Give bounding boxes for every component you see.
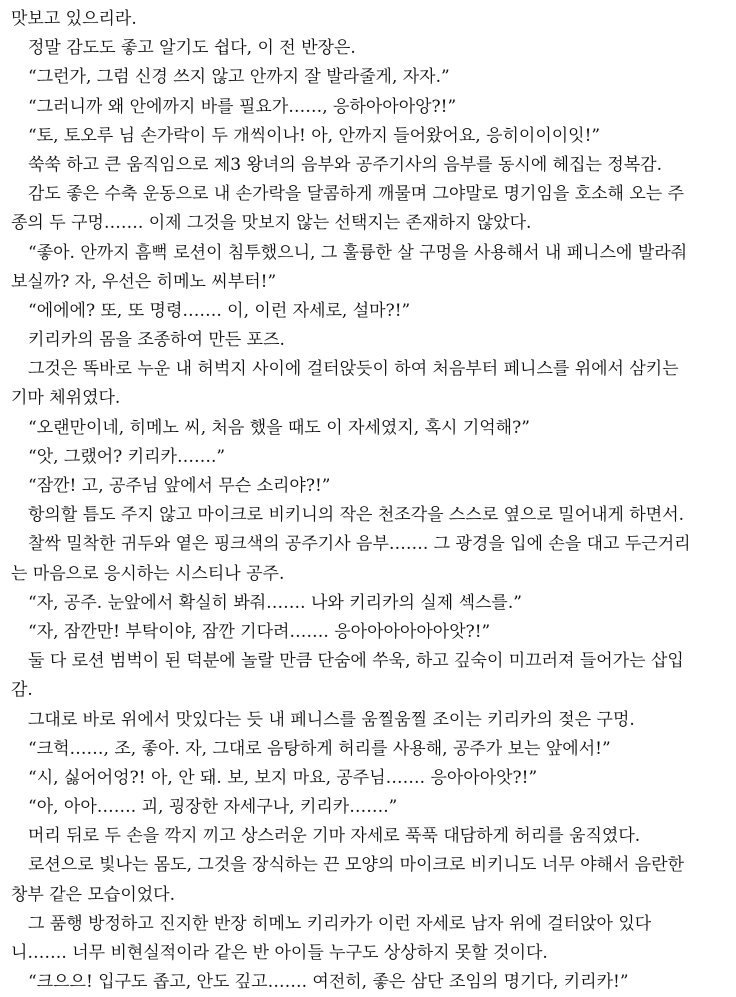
text-line-28: “아, 아아……. 괴, 굉장한 자세구나, 키리카…….” [28,797,398,818]
text-line-24: 감. [11,680,33,701]
text-line-23: 둘 다 로션 범벅이 된 덕분에 놀랄 만큼 단숨에 쑤욱, 하고 깊숙이 미끄러져 들어가는 삽입 [28,651,684,672]
text-line-13: 그것은 똑바로 누운 내 허벅지 사이에 걸터앉듯이 하여 처음부터 페니스를 위에서 삼키는 [28,359,679,380]
text-line-8: 종의 두 구멍……. 이제 그것을 맛보지 않는 선택지는 존재하지 않았다. [11,213,532,234]
text-line-16: “앗, 그랬어? 키리카…….” [28,446,226,467]
text-line-15: “오랜만이네, 히메노 씨, 처음 했을 때도 이 자세였지, 혹시 기억해?” [28,417,530,438]
text-line-21: “자, 공주. 눈앞에서 확실히 봐줘……. 나와 키리카의 실제 섹스를.” [28,592,522,613]
text-line-3: “그런가, 그럼 신경 쓰지 않고 안까지 잘 발라줄게, 자자.” [28,67,450,88]
text-line-26: “크헉……, 조, 좋아. 자, 그대로 음탕하게 허리를 사용해, 공주가 보는 앞에서!” [28,738,611,759]
text-line-27: “시, 싫어어엉?! 아, 안 돼. 보, 보지 마요, 공주님……. 응아아아앗?!” [28,767,538,788]
text-line-33: 니……. 너무 비현실적이라 같은 반 아이들 누구도 상상하지 못할 것이다. [11,943,548,963]
text-line-2: 정말 감도도 좋고 알기도 쉽다, 이 전 반장은. [28,38,356,59]
text-line-5: “토, 토오루 님 손가락이 두 개씩이나! 아, 안까지 들어왔어요, 응히이이이잇!” [28,125,601,146]
text-line-17: “잠깐! 고, 공주님 앞에서 무슨 소리야?!” [28,476,331,496]
text-line-20: 는 마음으로 응시하는 시스티나 공주. [11,563,285,584]
text-line-19: 찰싹 밀착한 귀두와 옅은 핑크색의 공주기사 음부……. 그 광경을 입에 손을 대고 두근거리 [28,534,691,555]
text-line-7: 감도 좋은 수축 운동으로 내 손가락을 달콤하게 깨물며 그야말로 명기임을 호소해 오는 주 [28,184,685,205]
text-line-11: “에에에? 또, 또 명령……. 이, 이런 자세로, 설마?!” [28,300,411,321]
text-line-6: 쑥쑥 하고 큰 움직임으로 제3 왕녀의 음부와 공주기사의 음부를 동시에 헤집는 정복감. [28,154,663,175]
text-line-31: 창부 같은 모습이었다. [11,884,176,905]
text-line-12: 키리카의 몸을 조종하여 만든 포즈. [28,330,285,351]
text-line-4: “그러니까 왜 안에까지 바를 필요가……, 응하아아아앙?!” [28,96,457,117]
text-line-18: 항의할 틈도 주지 않고 마이크로 비키니의 작은 천조각을 스스로 옆으로 밀어내게 하면서. [28,505,685,526]
text-line-22: “자, 잠깐만! 부탁이야, 잠깐 기다려……. 응아아아아아아앗?!” [28,621,491,642]
text-line-30: 로션으로 빛나는 몸도, 그것을 장식하는 끈 모양의 마이크로 비키니도 너무 야해서 음란한 [28,855,685,876]
text-line-25: 그대로 바로 위에서 맛있다는 듯 내 페니스를 움찔움찔 조이는 키리카의 젖은 구멍. [28,709,635,730]
text-line-9: “좋아. 안까지 흠뻑 로션이 침투했으니, 그 훌륭한 살 구멍을 사용해서 내 페니스에 발라줘 [28,242,688,263]
text-line-14: 기마 체위였다. [11,388,121,409]
text-line-29: 머리 뒤로 두 손을 깍지 끼고 상스러운 기마 자세로 푹푹 대담하게 허리를 움직였다. [28,826,641,847]
text-line-1: 맛보고 있으리라. [11,9,137,29]
text-line-32: 그 품행 방정하고 진지한 반장 히메노 키리카가 이런 자세로 남자 위에 걸터앉아 있다 [28,913,652,934]
text-line-10: 보실까? 자, 우선은 히메노 씨부터!” [11,271,277,292]
text-line-34: “크으으! 입구도 좁고, 안도 깊고……. 여전히, 좋은 삼단 조임의 명기다, 키리카!” [28,972,629,993]
